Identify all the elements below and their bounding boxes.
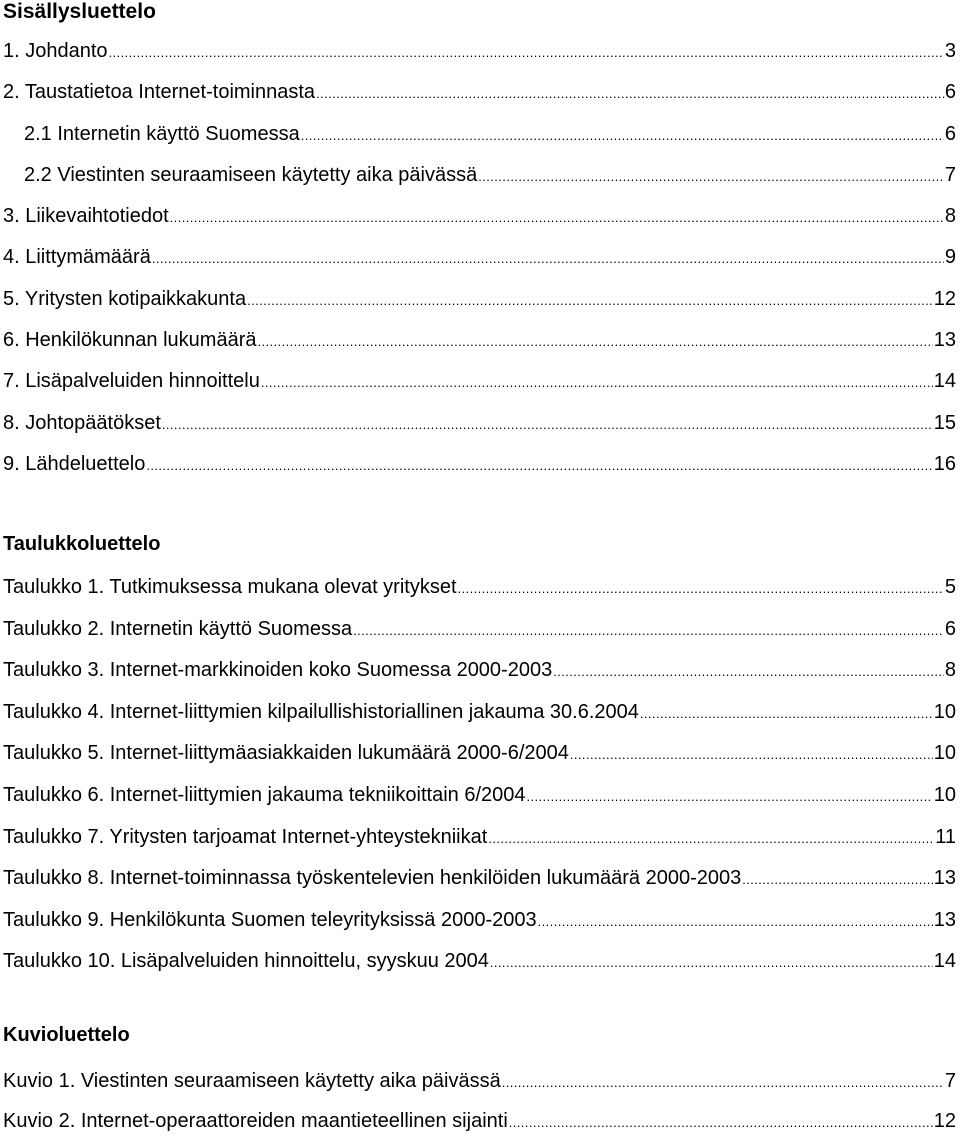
table-entry[interactable] <box>3 570 956 612</box>
toc-entry[interactable] <box>3 75 956 116</box>
toc-entry-label: 2. Taustatietoa Internet-toiminnasta <box>3 81 316 104</box>
dot-leader <box>247 284 933 318</box>
figure-entry[interactable] <box>3 1064 956 1104</box>
table-entry[interactable] <box>3 612 956 654</box>
table-entry-page: 10 <box>933 742 956 765</box>
dot-leader <box>353 614 944 648</box>
toc-entry-page: 16 <box>933 452 956 475</box>
figures-heading: Kuvioluettelo <box>3 1024 130 1046</box>
table-entry-page: 14 <box>933 950 956 973</box>
toc-entry-label: 2.1 Internetin käyttö Suomessa <box>24 122 300 145</box>
toc-entry-page: 3 <box>944 40 956 62</box>
toc-entry-page: 6 <box>944 122 956 145</box>
table-entry-label: Taulukko 9. Henkilökunta Suomen teleyrityksissä 2000-2003 <box>3 908 537 931</box>
dot-leader <box>162 408 933 442</box>
dot-leader <box>301 119 944 153</box>
table-entry-label: Taulukko 1. Tutkimuksessa mukana olevat yritykset <box>3 576 457 598</box>
figure-entry-label: Kuvio 1. Viestinten seuraamiseen käytetty aika päivässä <box>3 1070 501 1092</box>
table-entry[interactable] <box>3 903 956 945</box>
dot-leader <box>258 325 933 359</box>
dot-leader <box>109 36 944 70</box>
tables-list <box>3 570 956 986</box>
table-entry[interactable] <box>3 861 956 903</box>
table-entry[interactable] <box>3 778 956 820</box>
table-entry-label: Taulukko 2. Internetin käyttö Suomessa <box>3 617 353 640</box>
toc-entry-page: 12 <box>933 287 956 310</box>
table-entry[interactable] <box>3 820 956 862</box>
toc-entry[interactable] <box>3 364 956 405</box>
toc-heading: Sisällysluettelo <box>3 0 156 23</box>
dot-leader <box>742 863 933 897</box>
dot-leader <box>261 366 933 400</box>
table-entry-label: Taulukko 6. Internet-liittymien jakauma tekniikoittain 6/2004 <box>3 783 526 806</box>
toc-entry-page: 6 <box>944 81 956 104</box>
dot-leader <box>170 201 944 235</box>
dot-leader <box>502 1066 944 1100</box>
dot-leader <box>478 160 944 194</box>
table-entry-label: Taulukko 10. Lisäpalveluiden hinnoittelu, syyskuu 2004 <box>3 950 489 973</box>
figures-list <box>3 1064 956 1144</box>
table-entry-page: 11 <box>935 825 956 848</box>
table-entry[interactable] <box>3 736 956 778</box>
toc-entry-label: 1. Johdanto <box>3 40 108 62</box>
toc-entry-page: 14 <box>933 370 956 393</box>
dot-leader <box>458 572 944 606</box>
table-entry-page: 8 <box>944 659 956 682</box>
figure-entry-page: 7 <box>944 1070 956 1092</box>
table-entry-label: Taulukko 7. Yritysten tarjoamat Internet-yhteystekniikat <box>3 825 488 848</box>
dot-leader <box>640 697 933 731</box>
table-entry[interactable] <box>3 653 956 695</box>
tables-heading: Taulukkoluettelo <box>3 533 161 555</box>
toc-entry-label: 7. Lisäpalveluiden hinnoittelu <box>3 370 260 393</box>
toc-entry[interactable] <box>3 34 956 75</box>
toc-entry-label: 8. Johtopäätökset <box>3 411 161 434</box>
toc-entry-label: 6. Henkilökunnan lukumäärä <box>3 329 257 352</box>
toc-entry-label: 5. Yritysten kotipaikkakunta <box>3 287 247 310</box>
figure-entry-label: Kuvio 2. Internet-operaattoreiden maantieteellinen sijainti <box>3 1110 508 1132</box>
toc-entry[interactable] <box>3 447 956 488</box>
table-entry-page: 5 <box>944 576 956 598</box>
dot-leader <box>316 77 944 111</box>
figure-entry-page: 12 <box>933 1110 956 1132</box>
toc-entry[interactable] <box>3 282 956 323</box>
toc-entry-page: 13 <box>933 329 956 352</box>
dot-leader <box>152 242 944 276</box>
table-entry-page: 13 <box>933 867 956 890</box>
toc-entry-label: 3. Liikevaihtotiedot <box>3 205 169 228</box>
table-entry-page: 10 <box>933 783 956 806</box>
dot-leader <box>490 946 933 980</box>
table-entry-page: 10 <box>933 700 956 723</box>
toc-entry-label: 4. Liittymämäärä <box>3 246 151 269</box>
toc-entry-label: 2.2 Viestinten seuraamiseen käytetty aika päivässä <box>24 163 478 186</box>
table-entry-label: Taulukko 8. Internet-toiminnassa työskentelevien henkilöiden lukumäärä 2000-2003 <box>3 867 742 890</box>
table-entry[interactable] <box>3 695 956 737</box>
toc-entry[interactable] <box>3 240 956 281</box>
figure-entry[interactable] <box>3 1104 956 1144</box>
toc-list <box>3 34 956 488</box>
table-entry-page: 13 <box>933 908 956 931</box>
table-entry-label: Taulukko 4. Internet-liittymien kilpailullishistoriallinen jakauma 30.6.2004 <box>3 700 639 723</box>
toc-entry-page: 7 <box>944 163 956 186</box>
dot-leader <box>146 449 932 483</box>
dot-leader <box>509 1106 933 1140</box>
dot-leader <box>527 780 933 814</box>
toc-entry[interactable] <box>3 406 956 447</box>
table-entry[interactable] <box>3 944 956 986</box>
table-entry-label: Taulukko 3. Internet-markkinoiden koko Suomessa 2000-2003 <box>3 659 553 682</box>
toc-entry-page: 8 <box>944 205 956 228</box>
table-entry-label: Taulukko 5. Internet-liittymäasiakkaiden lukumäärä 2000-6/2004 <box>3 742 569 765</box>
toc-entry[interactable] <box>3 323 956 364</box>
dot-leader <box>538 905 933 939</box>
dot-leader <box>553 655 944 689</box>
toc-entry-page: 9 <box>944 246 956 269</box>
toc-subentry[interactable] <box>3 117 956 158</box>
toc-entry-label: 9. Lähdeluettelo <box>3 452 146 475</box>
toc-entry[interactable] <box>3 199 956 240</box>
toc-entry-page: 15 <box>933 411 956 434</box>
toc-subentry[interactable] <box>3 158 956 199</box>
dot-leader <box>570 738 933 772</box>
dot-leader <box>488 822 934 856</box>
table-entry-page: 6 <box>944 617 956 640</box>
